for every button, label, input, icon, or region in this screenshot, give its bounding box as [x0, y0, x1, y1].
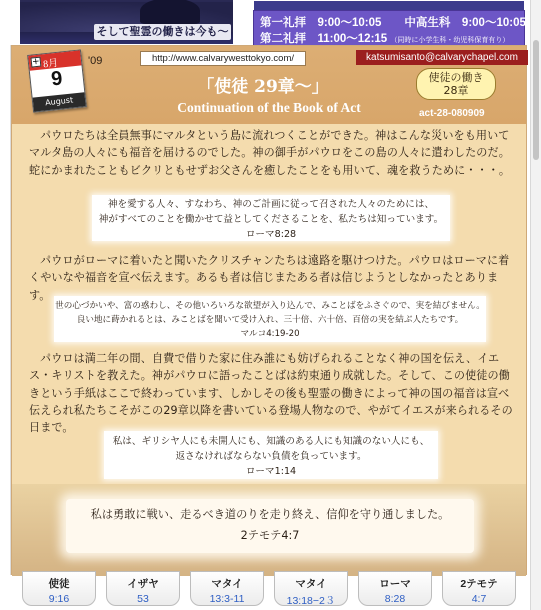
scripture-tab-bar: [22, 571, 522, 607]
verse-2-line-2: 良い地に蒔かれるとは、みことばを聞いて受け入れ、三十倍、六十倍、百倍の実を結ぶ人たちです。: [76, 315, 464, 325]
vertical-scrollbar[interactable]: [530, 0, 541, 610]
badge-book: 使徒の働き: [428, 71, 484, 84]
schedule-row-1: 第一礼拝 9:00〜10:05 中高生科 9:00〜10:05: [260, 17, 526, 29]
tab-acts[interactable]: [22, 571, 96, 606]
tab-2-timothy[interactable]: [442, 571, 516, 606]
tab-matthew-1-ref: 13:3-11: [209, 593, 245, 605]
sermon-card: [11, 45, 527, 575]
tab-romans-ref: 8:28: [384, 593, 406, 605]
verse-box-1: [92, 195, 450, 241]
banner-caption: そして聖霊の働きは今も〜: [94, 24, 231, 40]
calendar-month: 8月: [42, 57, 59, 71]
book-chapter-badge: [416, 68, 496, 100]
tab-matthew-1[interactable]: [190, 571, 264, 606]
tab-romans[interactable]: [358, 571, 432, 606]
tab-isaiah-ref: 53: [137, 593, 149, 605]
calendar-day: 9: [50, 67, 64, 91]
paragraph-2: パウロがローマに着いたと聞いたクリスチャンたちは遠路を駆けつけた。パウロはローマに着くやいなや福音を宣べ伝えます。あるも者は信じまたある者は信じようとしなかったとあります。: [29, 254, 510, 302]
calendar-icon: [27, 49, 87, 112]
tab-matthew-1-name: マタイ: [211, 578, 243, 590]
contact-email-link[interactable]: katsumisanto@calvarychapel.com: [356, 50, 528, 65]
verse-3-line-1: 私は、ギリシヤ人にも未開人にも、知識のある人にも知識のない人にも、: [112, 436, 430, 447]
closing-verse-text: 私は勇敢に戦い、走るべき道のりを走り終え、信仰を守り通しました。: [90, 508, 450, 521]
tab-isaiah-name: イザヤ: [127, 578, 159, 590]
calendar-year: '09: [88, 55, 103, 67]
schedule-row-2: [260, 30, 509, 46]
badge-chapter: 28章: [443, 84, 469, 97]
header-banner-image: [20, 0, 233, 44]
verse-1-reference: ローマ8:28: [245, 229, 297, 240]
tab-matthew-2-name: マタイ: [295, 578, 327, 590]
service-schedule-box: [253, 10, 525, 46]
sermon-title: 「使徒 29章〜」: [197, 77, 329, 97]
verse-2-line-1: 世の心づかいや、富の惑わし、その他いろいろな欲望が入り込んで、みことばをふさぐので、実を結びません。: [55, 301, 485, 311]
tab-2-timothy-name: 2テモテ: [460, 578, 498, 590]
tab-isaiah[interactable]: [106, 571, 180, 606]
paragraph-3: パウロは満二年の間、自費で借りた家に住み誰にも妨げられることなく神の国を伝え、イエス・キリストを教えた。神がパウロに語ったことばは約束通り成就した。そして、この使徒の働きという手紙はここで終わっています、しかしその後も聖霊の働きによって神の国の福音は宣べ伝えられ私たちこそがこの29章以降を書いている登場人物なので、やがてイエスが来られるその日まで。: [29, 352, 513, 435]
tab-2-timothy-ref: 4:7: [471, 593, 487, 605]
tab-romans-name: ローマ: [379, 578, 411, 590]
schedule-row-2-note: （同時に小学生科・幼児科保育有り）: [390, 37, 510, 44]
verse-2-reference: マルコ4:19-20: [240, 329, 300, 339]
verse-3-reference: ローマ1:14: [245, 466, 297, 477]
verse-box-3: [104, 431, 438, 479]
left-sidebar-edge: [0, 45, 11, 575]
paragraph-1: パウロたちは全員無事にマルタという島に流れつくことができた。神はこんな災いをも用いてマルタ島の人々にも福音を届けるのでした。神の御手がパウロをこの島の人々に遣わしたのだ。蛇にかまれたこともビクリともせずお父さんを癒したことをも用いて、魂を救うために・・・。: [29, 129, 511, 177]
tab-matthew-2[interactable]: [274, 571, 348, 606]
banner-tree-silhouette: [140, 0, 200, 24]
sermon-code: act-28-080909: [419, 108, 485, 119]
verse-box-2: [54, 296, 486, 342]
tab-matthew-2-ref: 13:18−2３: [286, 595, 336, 607]
closing-verse-reference: 2テモテ4:7: [240, 529, 300, 542]
tab-acts-ref: 9:16: [48, 593, 70, 605]
schedule-row-2-time: 第二礼拝 11:00〜12:15: [260, 33, 388, 45]
calendar-month-en: August: [33, 92, 86, 111]
site-url-link[interactable]: http://www.calvarywesttokyo.com/: [140, 51, 306, 66]
verse-1-line-2: 神がすべてのことを働かせて益としてくださることを、私たちは知っています。: [98, 214, 444, 225]
sermon-header: [12, 46, 526, 124]
tab-acts-name: 使徒: [48, 578, 70, 590]
banner-gap: [233, 0, 253, 44]
schedule-top-border: [254, 1, 524, 10]
verse-3-line-2: 返さなければならない負債を負っています。: [175, 451, 367, 462]
closing-verse-box: [66, 499, 474, 553]
sermon-subtitle: Continuation of the Book of Act: [177, 100, 361, 115]
calendar-plus-icon: +: [31, 56, 41, 68]
verse-1-line-1: 神を愛する人々、すなわち、神のご計画に従って召された人々のためには、: [107, 199, 435, 210]
scrollbar-thumb[interactable]: [533, 40, 539, 160]
